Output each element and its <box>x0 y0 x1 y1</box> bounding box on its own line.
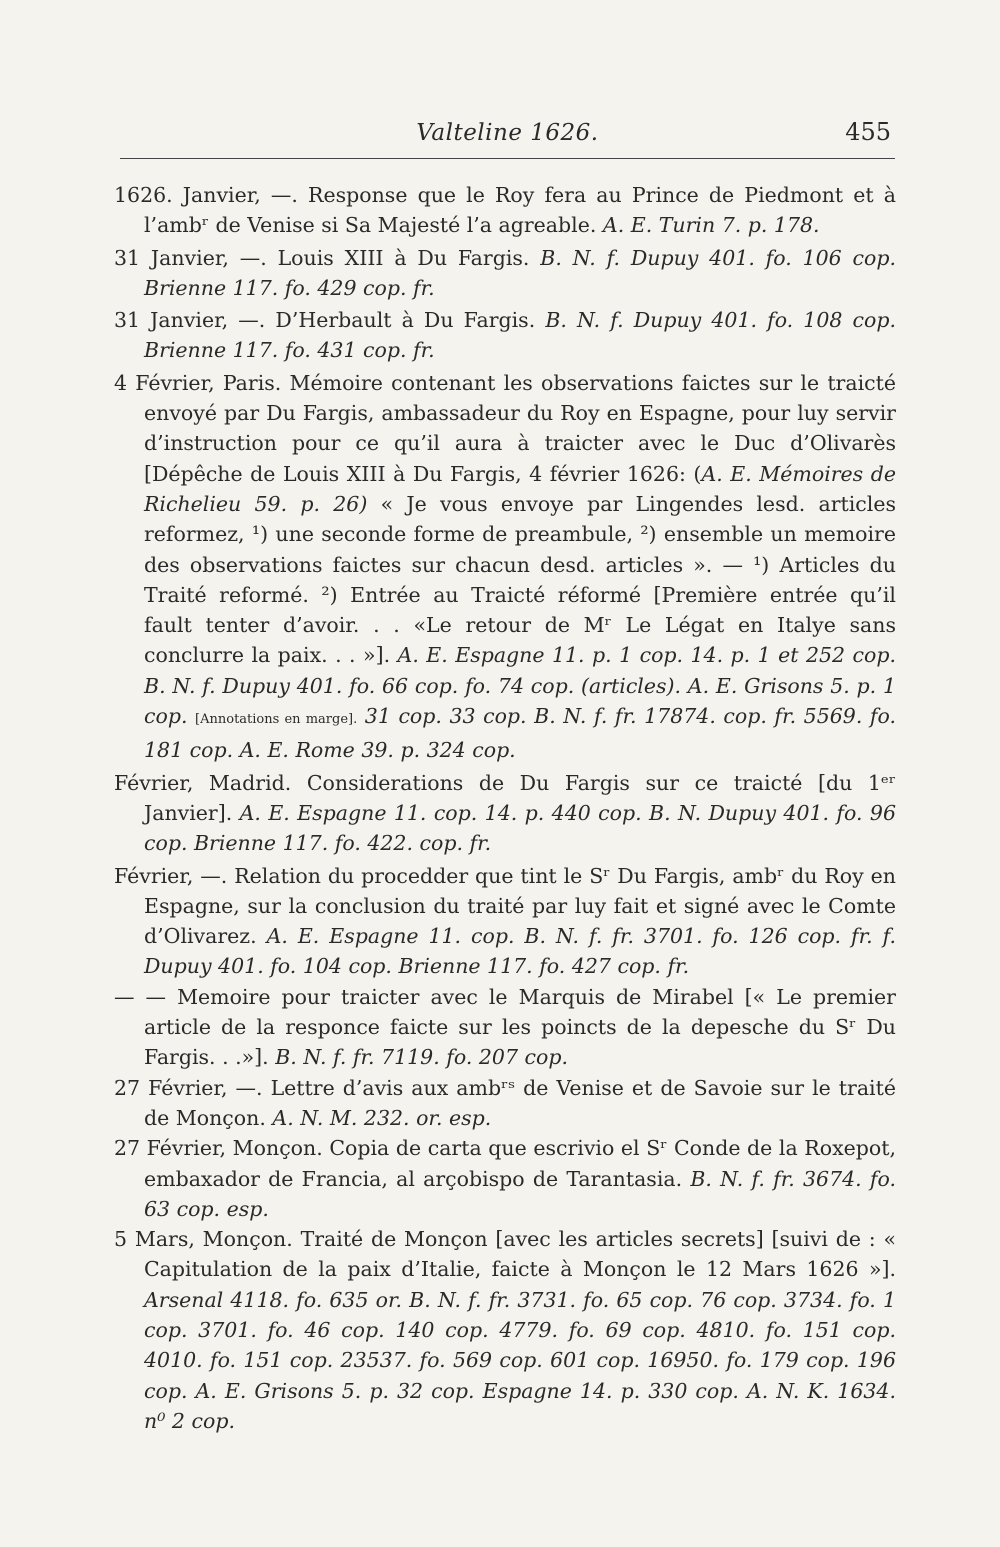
entry-reference: A. N. M. 232. or. esp. <box>272 1105 492 1130</box>
entry-date: 31 Janvier, —. <box>114 245 267 270</box>
entry-fevrier-madrid <box>114 768 896 859</box>
entry-date: 1626. Janvier, —. <box>114 183 298 207</box>
entry-date: — — <box>114 984 167 1009</box>
entry-reference: B. N. f. Dupuy 401. fo. 106 cop. Brienne 117. fo. 429 cop. fr. <box>144 245 896 300</box>
entry-date: 31 Janvier, —. <box>114 308 266 333</box>
entry-memoire-mirabel <box>114 982 896 1073</box>
entry-date: Février, —. <box>114 863 228 888</box>
entry-text: D’Herbault à Du Fargis. <box>275 308 536 333</box>
entry-31-janvier-herbault <box>114 305 896 366</box>
entry-31-janvier-louis <box>114 243 896 304</box>
entry-text: Traité de Monçon [avec les articles secrets] [suivi de : « Capitulation de la paix d’Italie, faicte à Monçon le 12 Mars 1626 »]. <box>144 1227 896 1282</box>
entry-text: Considerations de Du Fargis sur ce traicté [du 1ᵉʳ Janvier]. <box>144 770 896 825</box>
margin-annotation-note: [Annotations en marge]. <box>195 712 358 728</box>
entry-reference: A. E. Espagne 11. cop. 14. p. 440 cop. B. N. Dupuy 401. fo. 96 cop. Brienne 117. fo. 422. cop. fr. <box>144 800 896 856</box>
entry-reference: B. N. f. Dupuy 401. fo. 108 cop. Brienne 117. fo. 431 cop. fr. <box>144 308 896 363</box>
entry-text: Response que le Roy fera au Prince de Piedmont et à l’ambʳ de Venise si Sa Majesté l’a agreable. <box>144 183 896 238</box>
entry-reference: 31 cop. 33 cop. B. N. f. fr. 17874. cop. fr. 5569. fo. 181 cop. A. E. Rome 39. p. 324 cop. <box>144 704 896 763</box>
entry-date: 27 Février, —. <box>114 1075 263 1100</box>
entry-27-fevrier-moncon <box>114 1133 896 1224</box>
entry-reference: Arsenal 4118. fo. 635 or. B. N. f. fr. 3731. fo. 65 cop. 76 cop. 3734. fo. 1 cop. 3701. fo. 46 cop. 140 cop. 4779. fo. 69 cop. 4810. fo. 151 cop. 4010. fo. 151 cop. 23537. fo. 569 cop. 601 cop. 16950. fo. 179 cop. 196 cop. A. E. Grisons 5. p. 32 cop. Espagne 14. p. 330 cop. A. N. K. 1634. n⁰ 2 cop. <box>144 1287 896 1433</box>
entry-text: Mémoire contenant les observations faictes sur le traicté envoyé par Du Fargis, ambassadeur du Roy en Espagne, pour luy servir d’instruction pour ce qu’il aura à traicter avec le Duc d’Olivarès [Dépêche de Louis XIII à Du Fargis, 4 février 1626: ( <box>144 370 896 486</box>
entry-reference: A. E. Espagne 11. p. 1 cop. 14. p. 1 et 252 cop. B. N. f. Dupuy 401. fo. 66 cop. fo. 74 cop. (articles). A. E. Grisons 5. p. 1 cop. <box>144 643 896 729</box>
entry-4-fevrier-paris <box>114 368 896 766</box>
running-title: Valteline 1626. <box>416 120 599 146</box>
entry-date: 27 Février, Monçon. <box>114 1136 323 1161</box>
entry-27-fevrier-lettre <box>114 1073 896 1134</box>
entry-list <box>0 180 1000 1436</box>
entry-reference: B. N. f. fr. 7119. fo. 207 cop. <box>275 1045 568 1070</box>
entry-text: Lettre d’avis aux ambʳˢ de Venise et de Savoie sur le traité de Monçon. <box>144 1075 896 1130</box>
page-number: 455 <box>845 118 891 146</box>
entry-text: Louis XIII à Du Fargis. <box>277 245 530 270</box>
entry-reference: A. E. Espagne 11. cop. B. N. f. fr. 3701. fo. 126 cop. fr. f. Dupuy 401. fo. 104 cop. Brienne 117. fo. 427 cop. fr. <box>144 924 896 979</box>
entry-date: 4 Février, Paris. <box>114 370 282 395</box>
entry-fevrier-relation <box>114 861 896 982</box>
entry-reference: A. E. Mémoires de Richelieu 59. p. 26) <box>144 461 896 516</box>
entry-5-mars-moncon <box>114 1224 896 1436</box>
entry-date: 5 Mars, Monçon. <box>114 1227 293 1252</box>
entry-date: Février, Madrid. <box>114 770 292 795</box>
entry-reference: B. N. f. fr. 3674. fo. 63 cop. esp. <box>144 1166 896 1221</box>
entry-text: Relation du procedder que tint le Sʳ Du Fargis, ambʳ du Roy en Espagne, sur la conclusion du traité par luy fait et signé avec le Comte d’Olivarez. <box>144 863 896 949</box>
entry-text: Memoire pour traicter avec le Marquis de Mirabel [« Le premier article de la responce faicte sur les poincts de la depesche du Sʳ Du Fargis. . .»]. <box>144 984 896 1070</box>
running-header <box>120 118 895 159</box>
entry-reference: A. E. Turin 7. p. 178. <box>602 213 820 238</box>
entry-text-continued: « Je vous envoye par Lingendes lesd. articles reformez, ¹) une seconde forme de preambule, ²) ensemble un memoire des observations faictes sur chacun desd. articles ». — ¹) Articles du Traité reformé. ²) Entrée au Traicté réformé [Première entrée qu’il fault tenter d’avoir. . . «Le retour de Mʳ Le Légat en Italye sans conclurre la paix. . . »]. <box>144 491 896 668</box>
entry-1626-janvier <box>114 180 896 241</box>
entry-text: Copia de carta que escrivio el Sʳ Conde de la Roxepot, embaxador de Francia, al arçobispo de Tarantasia. <box>144 1136 896 1191</box>
